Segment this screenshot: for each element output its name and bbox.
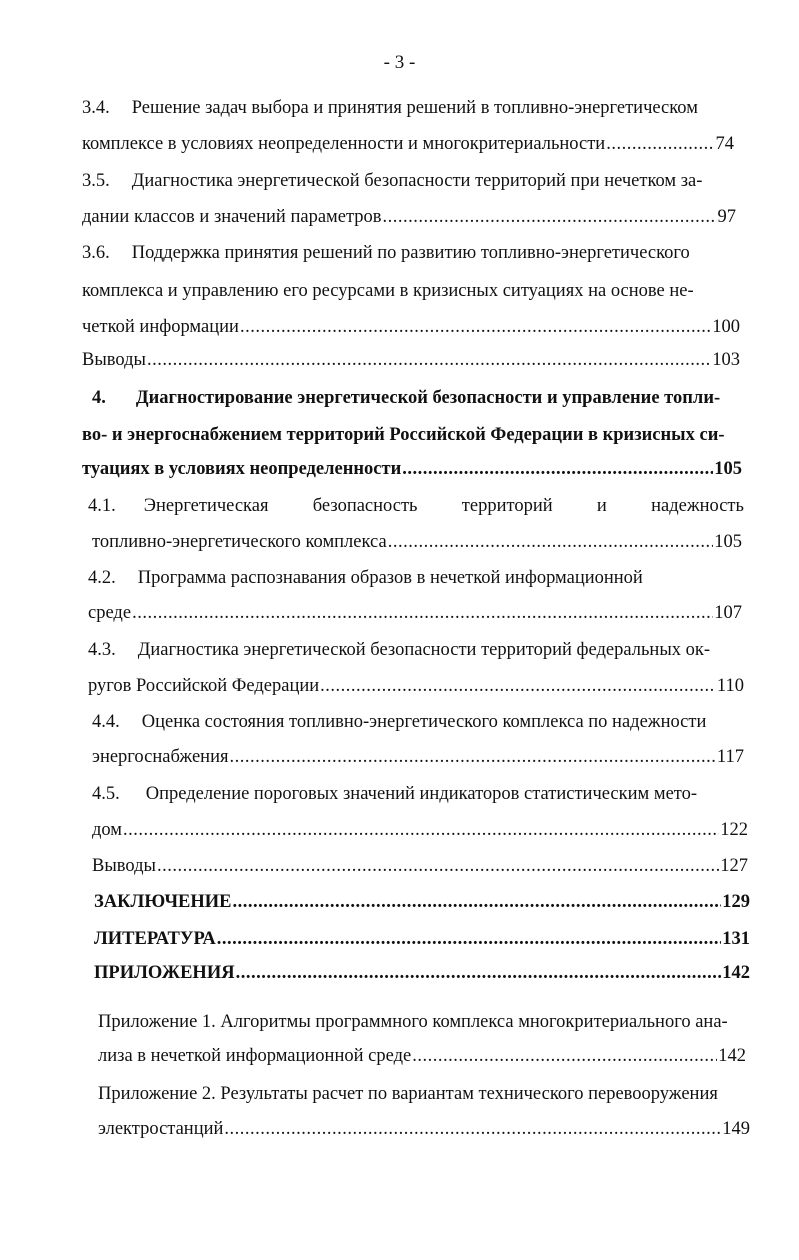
toc-number: 4.4. (92, 712, 120, 732)
toc-title: Программа распознавания образов в нечеткой информационной (137, 568, 643, 588)
toc-entry-appendices (94, 961, 750, 985)
toc-title: Выводы (82, 350, 146, 370)
toc-entry-conclusions-4 (92, 854, 748, 878)
toc-number: 3.5. (82, 171, 110, 191)
toc-entry-4-5-line1 (92, 782, 746, 806)
toc-number: 4.1. (88, 496, 116, 516)
word: надежность (651, 496, 744, 516)
toc-number: 4.5. (92, 784, 120, 804)
toc-entry-4-2-line2 (88, 601, 742, 625)
toc-page: 105 (714, 532, 742, 552)
toc-entry-4-1-line2 (92, 530, 742, 554)
toc-title-cont: энергоснабжения (92, 747, 229, 767)
toc-entry-appendix-1-line2 (98, 1044, 746, 1068)
toc-title-cont: комплекса и управлению его ресурсами в кризисных ситуациях на основе не- (82, 281, 694, 301)
word: и (596, 496, 607, 516)
toc-page: 142 (722, 963, 750, 983)
toc-entry-literature (94, 927, 750, 951)
toc-entry-4-3-line1 (88, 638, 744, 662)
toc-page: 149 (722, 1119, 750, 1139)
word: территорий (461, 496, 553, 516)
toc-title: Оценка состояния топливно-энергетического комплекса по надежности (141, 712, 707, 732)
toc-title-cont: туациях в условиях неопределенности (82, 459, 402, 479)
toc-page: 117 (716, 747, 744, 767)
toc-page: 74 (715, 134, 734, 154)
word: Энергетическая (143, 496, 269, 516)
toc-title: Решение задач выбора и принятия решений в топливно-энергетическом (131, 98, 698, 118)
leader-dots (147, 348, 711, 372)
leader-dots (388, 530, 714, 554)
toc-page: 103 (712, 350, 740, 370)
toc-entry-appendix-1-line1 (98, 1010, 754, 1034)
toc-number: 3.4. (82, 98, 110, 118)
toc-page: 97 (717, 207, 736, 227)
toc-page: 129 (722, 892, 750, 912)
leader-dots (606, 132, 714, 156)
toc-title-cont: дании классов и значений параметров (82, 207, 382, 227)
toc-entry-summary (94, 890, 750, 914)
toc-page: 127 (720, 856, 748, 876)
leader-dots (224, 1117, 721, 1141)
toc-title: Приложение 1. Алгоритмы программного комплекса многокритериального ана- (98, 1012, 728, 1032)
toc-number: 4. (92, 388, 106, 408)
toc-page: 107 (714, 603, 742, 623)
toc-title-cont: во- и энергоснабжением территорий Российской Федерации в кризисных си- (82, 425, 725, 445)
toc-chapter-4-line1 (92, 386, 742, 410)
toc-title: Диагностика энергетической безопасности территорий федеральных ок- (137, 640, 711, 660)
leader-dots (123, 818, 719, 842)
leader-dots (240, 315, 711, 339)
toc-title-cont: четкой информации (82, 317, 239, 337)
toc-title: Диагностирование энергетической безопасности и управление топли- (135, 388, 721, 408)
leader-dots (236, 961, 722, 985)
toc-title: Приложение 2. Результаты расчет по вариантам технического перевооружения (98, 1084, 718, 1104)
toc-page: 131 (722, 929, 750, 949)
toc-number: 4.2. (88, 568, 116, 588)
toc-title: Выводы (92, 856, 156, 876)
toc-entry-conclusions-3 (82, 348, 740, 372)
toc-entry-3-4-line1 (82, 96, 750, 120)
toc-title-cont: топливно-энергетического комплекса (92, 532, 387, 552)
toc-entry-4-1-line1 (88, 494, 744, 518)
toc-title: ЛИТЕРАТУРА (94, 929, 216, 949)
toc-title-cont: дом (92, 820, 123, 840)
leader-dots (217, 927, 722, 951)
leader-dots (402, 457, 713, 481)
page-number: - 3 - (383, 52, 416, 73)
toc-entry-3-5-line1 (82, 169, 748, 193)
toc-number: 3.6. (82, 243, 110, 263)
toc-entry-4-4-line2 (92, 745, 744, 769)
toc-title-cont: среде (88, 603, 132, 623)
toc-entry-3-5-line2 (82, 205, 736, 229)
toc-entry-4-4-line1 (92, 710, 732, 734)
toc-title-cont: лиза в нечеткой информационной среде (98, 1046, 412, 1066)
toc-title-cont: комплексе в условиях неопределенности и многокритериальности (82, 134, 606, 154)
leader-dots (132, 601, 713, 625)
word: безопасность (312, 496, 418, 516)
toc-title: Поддержка принятия решений по развитию топливно-энергетического (131, 243, 690, 263)
toc-title-cont: ругов Российской Федерации (88, 676, 320, 696)
leader-dots (157, 854, 719, 878)
toc-number: 4.3. (88, 640, 116, 660)
toc-page: 105 (714, 459, 742, 479)
leader-dots (233, 890, 722, 914)
toc-title: ПРИЛОЖЕНИЯ (94, 963, 235, 983)
toc-entry-appendix-2-line2 (98, 1117, 750, 1141)
toc-page: 110 (716, 676, 744, 696)
toc-entry-3-6-line3 (82, 315, 740, 339)
leader-dots (229, 745, 715, 769)
toc-title: Определение пороговых значений индикаторов статистическим мето- (145, 784, 698, 804)
toc-entry-4-3-line2 (88, 674, 744, 698)
leader-dots (412, 1044, 717, 1068)
toc-entry-3-6-line2 (82, 279, 748, 303)
leader-dots (383, 205, 717, 229)
toc-page: 142 (718, 1046, 746, 1066)
toc-page: 122 (720, 820, 748, 840)
toc-title: ЗАКЛЮЧЕНИЕ (94, 892, 232, 912)
toc-chapter-4-line2 (82, 423, 742, 447)
toc-entry-4-5-line2 (92, 818, 748, 842)
toc-entry-3-4-line2 (82, 132, 734, 156)
leader-dots (320, 674, 716, 698)
toc-entry-4-2-line1 (88, 566, 688, 590)
toc-entry-3-6-line1 (82, 241, 746, 265)
toc-title (144, 494, 744, 518)
toc-page: 100 (712, 317, 740, 337)
toc-entry-appendix-2-line1 (98, 1082, 754, 1106)
toc-title: Диагностика энергетической безопасности территорий при нечетком за- (131, 171, 703, 191)
toc-title-cont: электростанций (98, 1119, 224, 1139)
toc-chapter-4-line3 (82, 457, 742, 481)
